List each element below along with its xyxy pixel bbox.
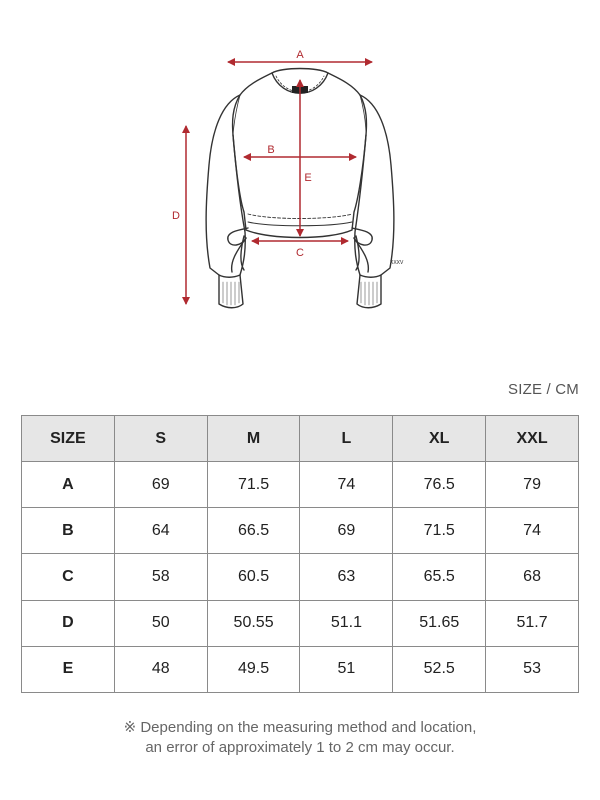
header-cell: L (300, 416, 393, 462)
disclaimer-line-2: an error of approximately 1 to 2 cm may occur. (145, 739, 455, 756)
sweatshirt-measurement-diagram (0, 0, 600, 340)
header-cell: XL (393, 416, 486, 462)
table-cell: 50.55 (207, 600, 300, 646)
row-label: B (22, 508, 115, 554)
table-row (22, 554, 579, 600)
table-cell: 79 (486, 462, 579, 508)
table-cell: 49.5 (207, 646, 300, 692)
header-cell: SIZE (22, 416, 115, 462)
table-cell: 51 (300, 646, 393, 692)
table-cell: 51.1 (300, 600, 393, 646)
measurement-arrows (186, 62, 372, 304)
table-cell: 60.5 (207, 554, 300, 600)
table-cell: 63 (300, 554, 393, 600)
table-cell: 71.5 (393, 508, 486, 554)
header-cell: M (207, 416, 300, 462)
label-e: E (304, 172, 312, 184)
table-cell: 69 (300, 508, 393, 554)
table-cell: 65.5 (393, 554, 486, 600)
disclaimer-line-1: ※ Depending on the measuring method and location, (123, 719, 477, 736)
table-row (22, 600, 579, 646)
table-cell: 74 (486, 508, 579, 554)
table-cell: 48 (114, 646, 207, 692)
sleeve-logo-mark: XXXV (390, 260, 404, 266)
table-cell: 50 (114, 600, 207, 646)
table-cell: 52.5 (393, 646, 486, 692)
row-label: E (22, 646, 115, 692)
unit-label: SIZE / CM (508, 381, 579, 398)
table-cell: 51.65 (393, 600, 486, 646)
label-a: A (296, 49, 304, 61)
table-row (22, 462, 579, 508)
table-cell: 71.5 (207, 462, 300, 508)
table-cell: 74 (300, 462, 393, 508)
table-cell: 68 (486, 554, 579, 600)
header-cell: XXL (486, 416, 579, 462)
measurement-disclaimer (0, 718, 600, 758)
label-c: C (296, 247, 304, 259)
table-cell: 64 (114, 508, 207, 554)
row-label: D (22, 600, 115, 646)
size-chart-table (21, 415, 579, 693)
table-cell: 58 (114, 554, 207, 600)
table-cell: 66.5 (207, 508, 300, 554)
table-cell: 53 (486, 646, 579, 692)
table-row (22, 646, 579, 692)
row-label: A (22, 462, 115, 508)
label-d: D (172, 210, 180, 222)
table-header-row (22, 416, 579, 462)
table-row (22, 508, 579, 554)
header-cell: S (114, 416, 207, 462)
table-cell: 76.5 (393, 462, 486, 508)
table-cell: 69 (114, 462, 207, 508)
table-cell: 51.7 (486, 600, 579, 646)
label-b: B (267, 144, 275, 156)
row-label: C (22, 554, 115, 600)
